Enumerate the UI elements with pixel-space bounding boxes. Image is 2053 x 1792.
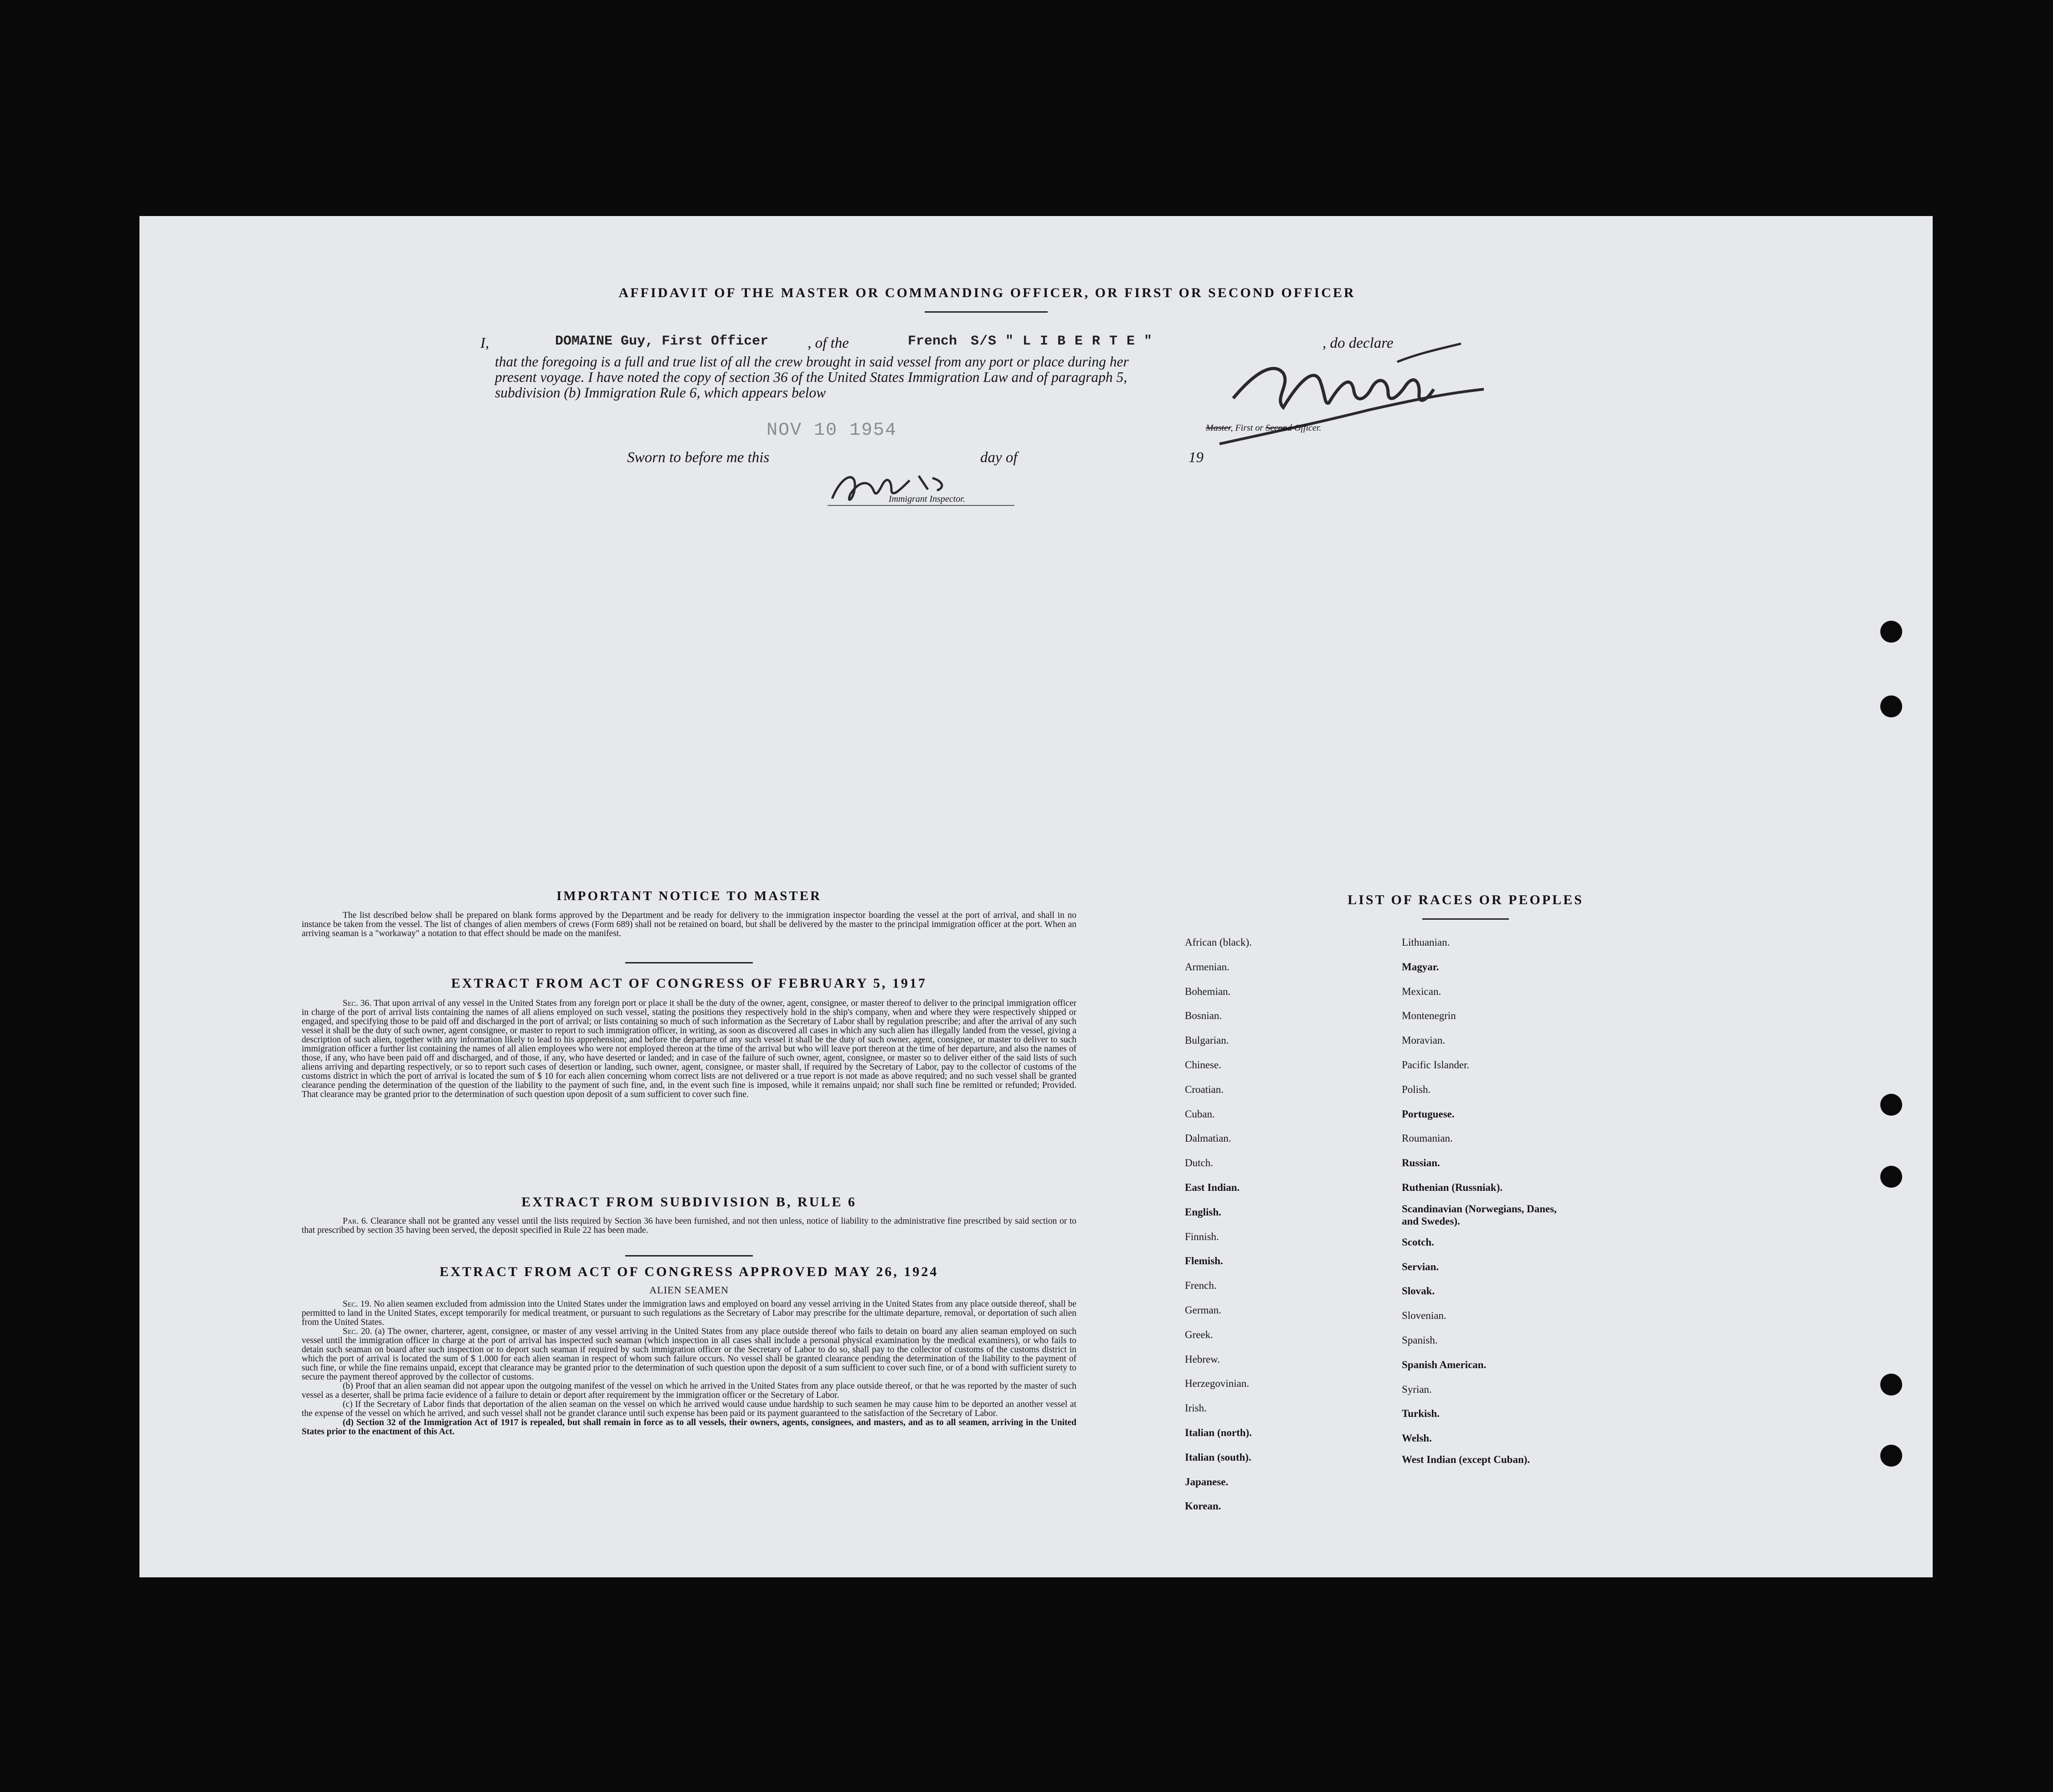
race-item: Polish. [1402, 1083, 1431, 1095]
race-item: Japanese. [1185, 1476, 1229, 1488]
affidavit-line-4: subdivision (b) Immigration Rule 6, which appears below [495, 385, 826, 401]
race-item: Turkish. [1402, 1408, 1440, 1420]
caption-officer: Officer. [1294, 423, 1322, 433]
race-item: Croatian. [1185, 1083, 1224, 1095]
race-item: Greek. [1185, 1329, 1213, 1340]
alien-seamen-subtitle: ALIEN SEAMEN [649, 1284, 729, 1296]
race-item: Flemish. [1185, 1255, 1223, 1267]
race-item: Irish. [1185, 1402, 1207, 1414]
extract-1924-text [302, 1300, 1076, 1437]
vessel-nationality: French [908, 334, 957, 349]
race-item: Russian. [1402, 1157, 1440, 1169]
race-item: Slovenian. [1402, 1310, 1446, 1322]
affidavit-title: AFFIDAVIT OF THE MASTER OR COMMANDING OFFICER, OR FIRST OR SECOND OFFICER [618, 285, 1356, 300]
race-item: Roumanian. [1402, 1133, 1453, 1144]
par-6-text: Clearance shall not be granted any vessel until the lists required by Section 36 have been furnished, and not then unless, notice of liability to the administrative fine prescribed by said section or to that prescribed by section 35 having been served, the deposit specified in Rule 22 has been made. [302, 1216, 1077, 1235]
punch-hole [1880, 1445, 1902, 1467]
date-stamp: NOV 10 1954 [767, 420, 897, 441]
race-item: Armenian. [1185, 961, 1230, 973]
extract-rule6-text [302, 1217, 1076, 1235]
race-item: West Indian (except Cuban). [1402, 1453, 1530, 1465]
sec-20a-text: (a) The owner, charterer, agent, consignee, or master of any vessel arriving in the United States from any place outside thereof who fails to detain on board any alien seaman employed on such vessel until the immigration officer in charge at the port of arrival has inspected such seaman (which inspection in all cases shall include a personal physical examination by the medical examiners), or who fails to detain such seaman on board after such inspection or to deport such seaman if required by such immigration officer or the Secretary of Labor to do so, shall pay to the collector of customs of the customs district in which the port of arrival is located the sum of $ 1.000 for each alien seaman in respect of whom such failure occurs. No vessel shall be granted clearance pending the determination of the liability to the payment of such fine, or while the fine remains unpaid, except that clearance may be granted prior to the determination of such question upon the deposit of a sum sufficient to cover such fine, or of a bond with sufficient surety to secure the payment thereof approved by the collector of customs. [302, 1327, 1076, 1382]
sec-36-label: Sec. 36. [343, 999, 372, 1008]
race-item: Welsh. [1402, 1432, 1432, 1444]
race-item: Pacific Islander. [1402, 1059, 1470, 1071]
section-rule [625, 962, 753, 963]
sec-20c-paragraph: (c) If the Secretary of Labor finds that deportation of the alien seaman on the vessel on which he arrived would cause undue hardship to such seamen he may cause him to be deported an another vessel at the expense of the vessel on which he arrived, and such vessel shall not be grandet clarance until such expense has been paid or its payment guaranteed to the satisfaction of the Secretary of Labor. [302, 1400, 1076, 1418]
sec-19-label: Sec. 19. [343, 1299, 372, 1309]
extract-rule6-title: EXTRACT FROM SUBDIVISION B, RULE 6 [521, 1195, 857, 1210]
race-item: Servian. [1402, 1261, 1439, 1272]
race-item: Finnish. [1185, 1231, 1219, 1242]
officer-name: DOMAINE Guy, First Officer [555, 334, 769, 349]
caption-second: Second [1266, 423, 1292, 433]
race-item: Bosnian. [1185, 1010, 1222, 1022]
race-item: Scotch. [1402, 1236, 1434, 1248]
race-item: Lithuanian. [1402, 937, 1450, 948]
race-item: East Indian. [1185, 1181, 1240, 1193]
extract-1917-paragraph [302, 999, 1076, 1099]
race-item: Syrian. [1402, 1383, 1432, 1395]
race-item: Bulgarian. [1185, 1035, 1229, 1046]
inspector-caption: Immigrant Inspector. [889, 494, 965, 504]
race-item: English. [1185, 1206, 1221, 1218]
caption-master: Master [1206, 423, 1231, 433]
race-item: Chinese. [1185, 1059, 1221, 1071]
caption-first: , First or [1230, 423, 1264, 433]
race-item: Moravian. [1402, 1035, 1446, 1046]
rule6-paragraph [302, 1217, 1076, 1235]
sec-20-label: Sec. 20. [343, 1327, 372, 1336]
affidavit-of-the: , of the [808, 335, 849, 351]
race-item: Bohemian. [1185, 985, 1231, 997]
races-column-1 [1185, 930, 1252, 1519]
notice-paragraph: The list described below shall be prepared on blank forms approved by the Department and be ready for delivery to the immigration inspector boarding the vessel at the port of arrival, and shall in no instance be taken from the vessel. The list of changes of alien members of crews (Form 689) shall not be retained on board, but shall be delivered by the master to the principal immigration officer at the port. When an arriving seaman is a "workaway" a notation to that effect should be made on the manifest. [302, 911, 1076, 938]
race-item: Herzegovinian. [1185, 1378, 1250, 1390]
extract-1917-title: EXTRACT FROM ACT OF CONGRESS OF FEBRUARY 5, 1917 [451, 976, 927, 991]
day-of-text: day of [980, 449, 1018, 466]
affidavit-do-declare: , do declare [1322, 335, 1394, 351]
race-item: Montenegrin [1402, 1010, 1456, 1022]
extract-1924-title: EXTRACT FROM ACT OF CONGRESS APPROVED MAY 26, 1924 [439, 1264, 939, 1279]
sworn-text: Sworn to before me this [627, 449, 770, 466]
race-item: French. [1185, 1280, 1217, 1292]
race-item: Dutch. [1185, 1157, 1213, 1169]
race-item: Scandinavian (Norwegians, Danes, and Swedes). [1402, 1203, 1557, 1227]
race-item: Cuban. [1185, 1108, 1215, 1120]
sec-19-paragraph [302, 1300, 1076, 1327]
punch-hole [1880, 1374, 1902, 1395]
punch-hole [1880, 1166, 1902, 1188]
document-page [139, 216, 1933, 1577]
punch-hole [1880, 1094, 1902, 1116]
affidavit-line-3: present voyage. I have noted the copy of section 36 of the United States Immigration Law and of paragraph 5, [495, 369, 1127, 385]
sec-20a-paragraph [302, 1327, 1076, 1382]
inspector-signature [823, 462, 1014, 517]
punch-hole [1880, 695, 1902, 717]
sec-20d-paragraph: (d) Section 32 of the Immigration Act of 1917 is repealed, but shall remain in force as to all vessels, their owners, agents, consignees, and masters, and as to all seamen, arriving in the United States prior to the enactment of this Act. [302, 1418, 1076, 1437]
races-title: LIST OF RACES OR PEOPLES [1348, 892, 1584, 907]
punch-hole [1880, 621, 1902, 643]
notice-text [302, 911, 1076, 938]
sec-20b-paragraph: (b) Proof that an alien seaman did not appear upon the outgoing manifest of the vessel on which he arrived in the United States from any place outside thereof, or that he was reported by the master of such vessel as a deserter, shall be prima facie evidence of a failure to detain or deport after requirement by the immigration officer or the Secretary of Labor. [302, 1381, 1076, 1400]
race-item: Slovak. [1402, 1285, 1435, 1297]
race-item: Magyar. [1402, 961, 1439, 973]
race-item: Korean. [1185, 1500, 1221, 1512]
sec-19-text: No alien seamen excluded from admission into the United States under the immigration laws and employed on board any vessel arriving in the United States from any place outside thereof, shall be permitted to land in the United States, except temporarily for medical treatment, or pursuant to such regulations as the Secretary of Labor may prescribe for the ultimate departure, removal, or deportation of such alien from the United States. [302, 1299, 1076, 1327]
race-item: Italian (north). [1185, 1426, 1252, 1438]
section-rule [625, 1255, 753, 1256]
race-item: African (black). [1185, 937, 1252, 948]
races-title-rule [1422, 918, 1509, 920]
year-text: 19 [1189, 449, 1204, 466]
race-item: Spanish American. [1402, 1359, 1487, 1370]
race-item: Spanish. [1402, 1334, 1438, 1346]
officer-caption [1206, 423, 1321, 433]
races-column-2 [1402, 930, 1575, 1466]
extract-1917-text [302, 999, 1076, 1099]
race-item: Dalmatian. [1185, 1133, 1231, 1144]
affidavit-line-2: that the foregoing is a full and true list of all the crew brought in said vessel from any port or place during her [495, 354, 1129, 370]
notice-title: IMPORTANT NOTICE TO MASTER [556, 889, 822, 903]
affidavit-pronoun: I, [480, 335, 489, 351]
sec-36-text: That upon arrival of any vessel in the United States from any foreign port or place it shall be the duty of the owner, agent, consignee, or master thereof to deliver to the principal immigration officer in charge of the port of arrival lists containing the names of all aliens employed on such vessel, stating the positions they respectively hold in the ship's company, when and where they were respectively shipped or engaged, and specifying those to be paid off and discharged in the port of arrival; or lists containing so much of such information as the Secretary of Labor shall by regulation prescribe; and after the arrival of any such vessel it shall be the duty of such owner, agent consignee, or master to report to such immigration officer, in writing, as soon as discovered all cases in which any such alien has illegally landed from the vessel, giving a description of such alien, together with any information likely to lead to his apprehension; and before the departure of any such vessel it shall be the duty of such owner, agent, consignee, or master to deliver to such immigration officer a further list containing the names of all alien employees who were not employed thereon at the time of the arrival but who will leave port thereon at the time of her departure, and also the names of those, if any, who have been paid off and discharged, and of those, if any, who have deserted or landed; and in case of the failure of such owner, agent, consignee, or master so to deliver either of the said lists of such aliens arriving and departing respectively, or so to report such cases of desertion or landing, such owner, agent, consignee, or master shall, if required by the Secretary of Labor, pay to the collector of customs of the customs district in which the port of arrival is located the sum of $ 10 for each alien concerning whom correct lists are not delivered or a true report is not made as above required; and no such vessel shall be granted clearance pending the determination of the question of the liability to the payment of such fine, and, in the event such fine is imposed, while it remains unpaid; nor shall such fine be remitted or refunded; Provided. That clearance may be granted prior to the determination of such question upon deposit of a sum sufficient to cover such fine. [302, 999, 1076, 1099]
par-6-label: Par. 6. [343, 1216, 368, 1226]
vessel-name: S/S " L I B E R T E " [971, 334, 1153, 349]
race-item: Portuguese. [1402, 1108, 1455, 1120]
race-item: Hebrew. [1185, 1353, 1220, 1365]
race-item: Ruthenian (Russniak). [1402, 1181, 1503, 1193]
race-item: German. [1185, 1304, 1221, 1316]
race-item: Italian (south). [1185, 1451, 1251, 1463]
race-item: Mexican. [1402, 985, 1441, 997]
title-underline [925, 311, 1048, 313]
